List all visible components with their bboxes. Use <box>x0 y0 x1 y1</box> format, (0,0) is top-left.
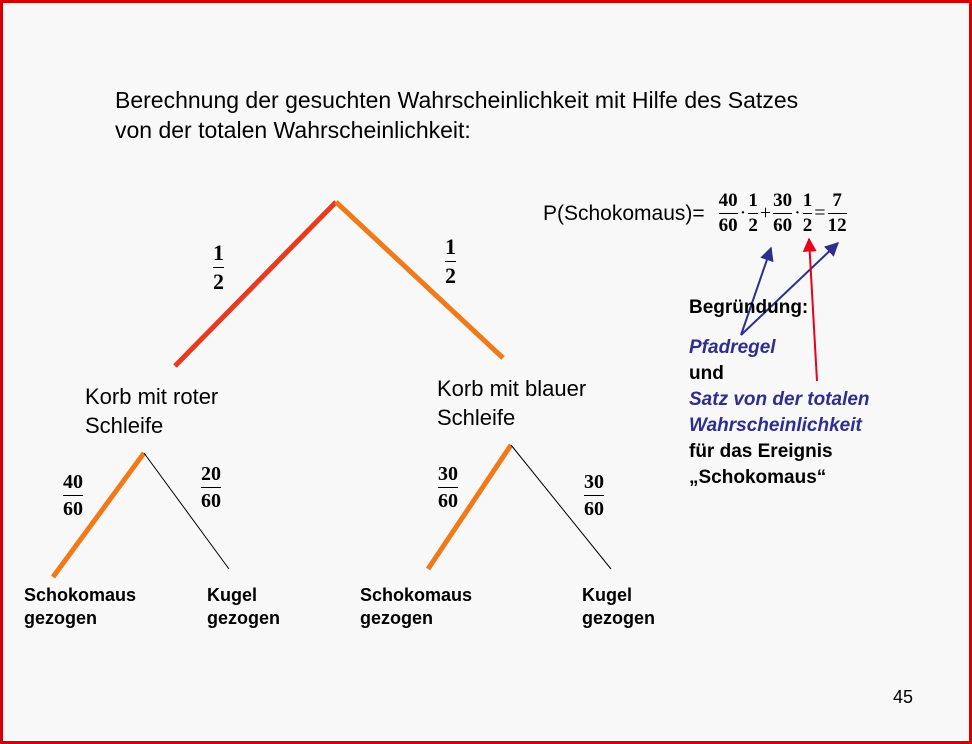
reasoning-block <box>689 295 870 491</box>
reasoning-event-line-2: „Schokomaus“ <box>689 467 827 488</box>
formula-lhs: P(Schokomaus)= <box>543 201 705 225</box>
prob-right-schokomaus: 30 60 <box>438 463 458 512</box>
formula-fraction-1-2-second: $\frac{1}{2}$ <box>802 190 813 236</box>
prob-red-basket: 1 2 <box>213 240 224 294</box>
reasoning-heading: Begründung: <box>689 297 809 318</box>
leaf-right-kugel: Kugel gezogen <box>582 585 656 628</box>
reasoning-satz-line-2: Wahrscheinlichkeit <box>689 415 862 436</box>
probability-formula <box>543 189 847 238</box>
slide-title <box>115 85 798 145</box>
leaf-right-schokomaus: Schokomaus gezogen <box>360 585 473 628</box>
prob-left-kugel: 20 60 <box>201 463 221 512</box>
formula-equals: = <box>814 202 826 224</box>
branch-line-blue-basket <box>336 202 503 358</box>
reasoning-event-line-1: für das Ereignis <box>689 441 833 462</box>
title-line-2: von der totalen Wahrscheinlichkeit: <box>115 117 471 143</box>
node-red-basket: Korb mit roter Schleife <box>85 384 219 438</box>
leaf-left-kugel: Kugel gezogen <box>207 585 281 628</box>
formula-fraction-40-60: $\frac{40}{60}$ <box>718 190 738 236</box>
reasoning-pfadregel: Pfadregel <box>689 337 776 358</box>
reasoning-und: und <box>689 363 724 384</box>
leaf-left-schokomaus: Schokomaus gezogen <box>24 585 137 628</box>
prob-left-schokomaus: 40 60 <box>63 471 83 520</box>
node-blue-basket: Korb mit blauer Schleife <box>437 376 587 430</box>
reasoning-satz-line-1: Satz von der totalen <box>689 389 870 410</box>
page-number: 45 <box>893 687 914 707</box>
branch-line-red-basket <box>175 202 336 366</box>
prob-right-kugel: 30 60 <box>584 471 604 520</box>
formula-fraction-1-2-first: $\frac{1}{2}$ <box>748 190 758 236</box>
formula-dot-1: · <box>739 202 747 224</box>
title-line-1: Berechnung der gesuchten Wahrscheinlichkeit mit Hilfe des Satzes <box>115 87 799 113</box>
formula-fraction-30-60: $\frac{30}{60}$ <box>773 190 793 236</box>
formula-plus: + <box>759 202 772 224</box>
formula-dot-2: · <box>794 202 801 224</box>
prob-blue-basket: 1 2 <box>445 234 456 288</box>
formula-result-7-12: $\frac{7}{12}$ <box>827 190 847 236</box>
